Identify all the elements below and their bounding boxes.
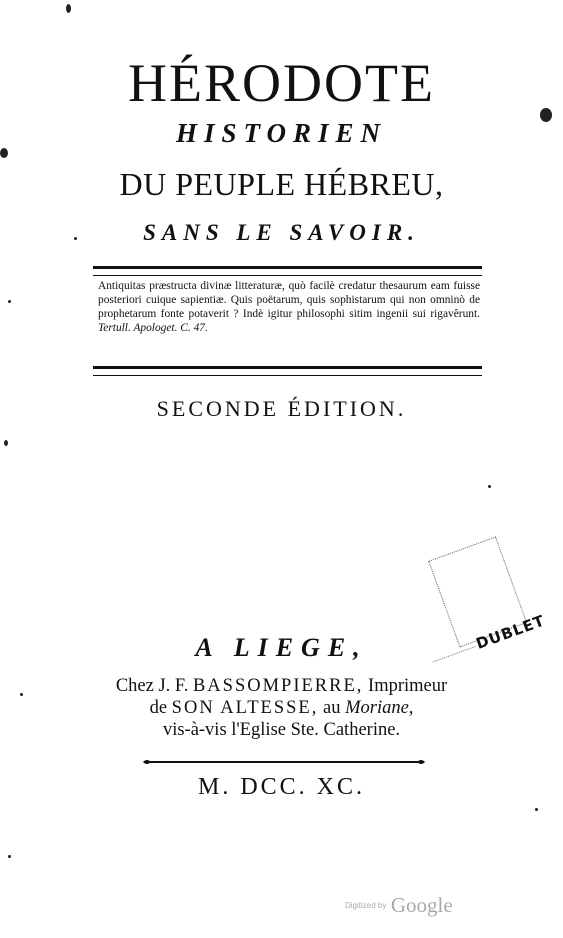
epigraph [98, 279, 480, 335]
subtitle-line-1: HISTORIEN [175, 118, 388, 148]
printer-line-1-prefix: Chez J. F. [115, 676, 193, 696]
scan-speck [540, 108, 552, 122]
subtitle-line-3: SANS LE SAVOIR. [143, 220, 420, 245]
epigraph-text: Antiquitas præstructa divinæ litteraturæ, quò facilè credatur thesaurum eam fuisse posteriori cuique sapientiæ. Quis poëtarum, quis sophistarum qui non omninò de prophetarum fonte potaverit ? Indè igitur philosophi sitim ingenii sui rigavêrunt. [98, 280, 480, 320]
double-rule-top [93, 266, 482, 276]
imprint-printer [0, 675, 563, 741]
edition-label: SECONDE ÉDITION. [156, 396, 407, 421]
scan-speck [535, 808, 538, 811]
printer-line-3: vis-à-vis l'Eglise Ste. Catherine. [162, 720, 401, 740]
imprint-year: M. DCC. XC. [197, 774, 366, 800]
imprint-place: A LIEGE, [195, 633, 368, 662]
scan-speck [20, 693, 23, 696]
scan-speck [488, 485, 491, 488]
scan-speck [66, 4, 71, 13]
watermark-google-text: Google [390, 893, 453, 917]
scan-speck [8, 300, 11, 303]
watermark-small-text: Digitized by [345, 901, 387, 910]
printer-line-2-mid: au [318, 698, 346, 718]
printer-line-1 [0, 675, 563, 697]
stamp-text: DUBLET [473, 611, 548, 653]
digitized-watermark [345, 893, 453, 918]
book-title: HÉRODOTE [128, 53, 435, 113]
scan-speck [0, 148, 8, 158]
printer-line-1-suffix: Imprimeur [363, 676, 448, 696]
epigraph-source: Tertull. Apologet. C. 47. [98, 322, 208, 334]
ornamental-rule [143, 758, 425, 766]
printer-name: BASSOMPIERRE, [192, 676, 364, 696]
scan-speck [4, 440, 8, 446]
double-rule-bottom [93, 366, 482, 376]
subtitle-line-2: DU PEUPLE HÉBREU, [119, 166, 444, 202]
scan-speck [74, 237, 77, 240]
street-name: Moriane, [345, 698, 414, 718]
printer-line-2 [0, 697, 563, 719]
printer-line-2-prefix: de [149, 698, 172, 718]
patron-name: SON ALTESSE, [171, 698, 319, 718]
scan-speck [8, 855, 11, 858]
